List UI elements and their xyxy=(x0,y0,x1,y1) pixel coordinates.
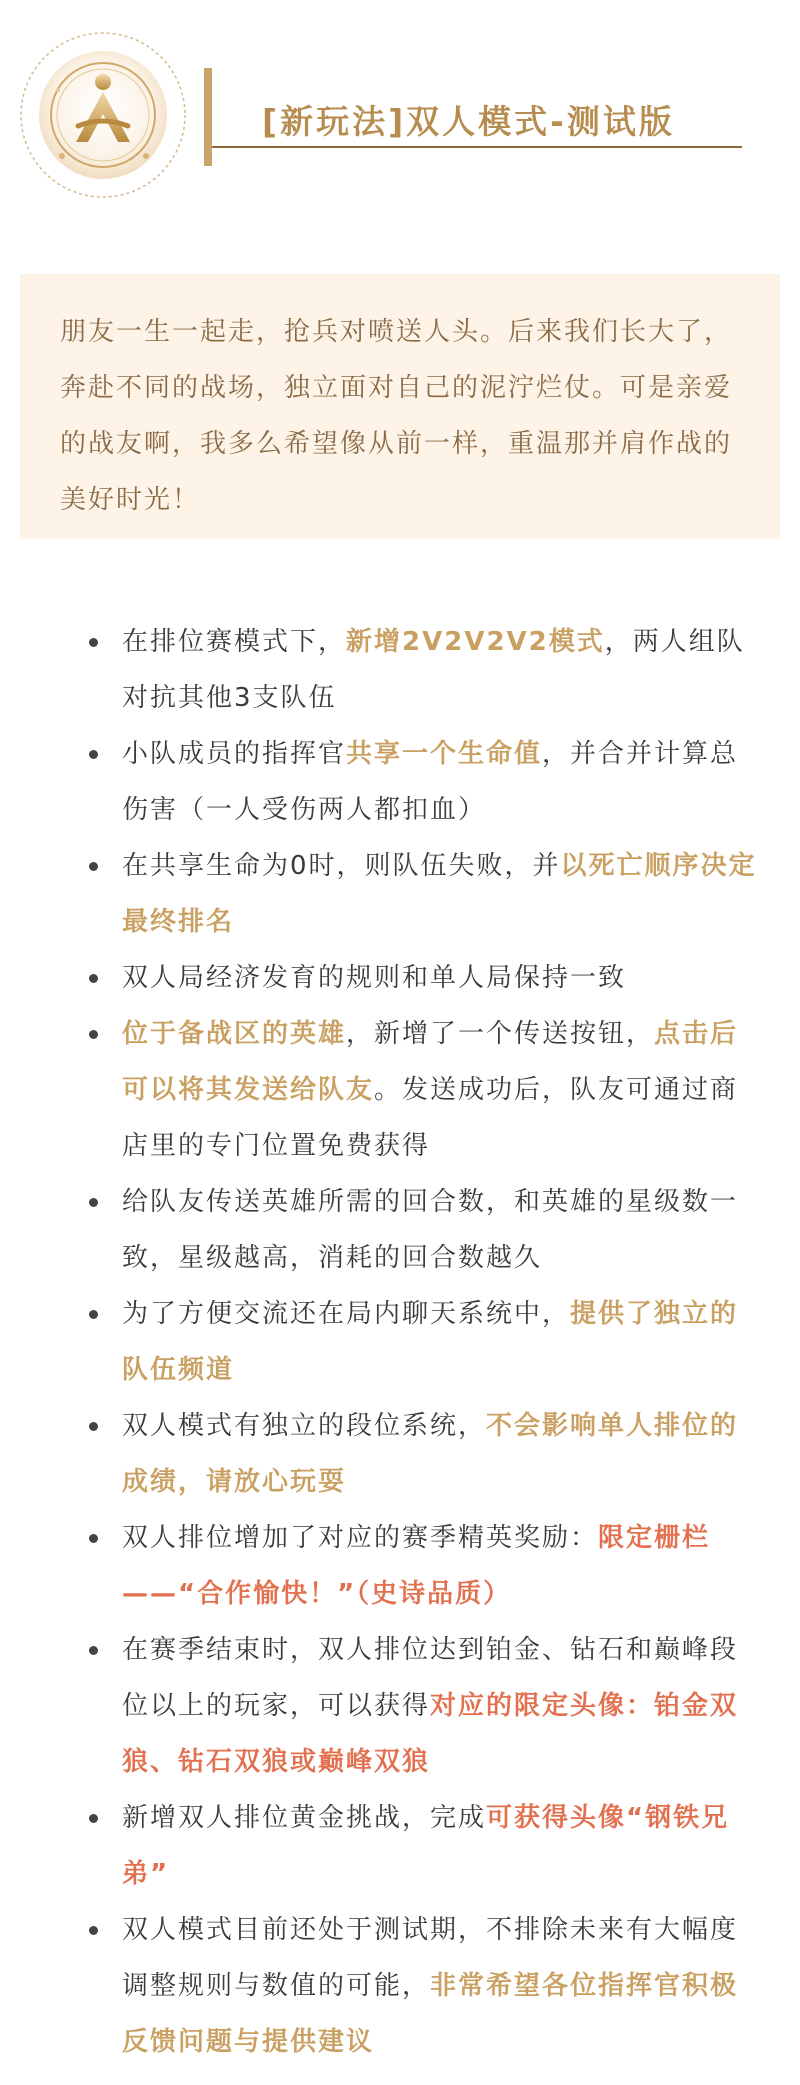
highlight-text: 对应的限定头像：铂金双狼、钻石双狼或巅峰双狼 xyxy=(122,1691,739,1777)
list-item-text: ，并合并计算总伤害（一人受伤两人都扣血） xyxy=(122,739,739,825)
list-item xyxy=(0,1510,800,1622)
list-item-text: 为了方便交流还在局内聊天系统中， xyxy=(122,1299,571,1329)
feature-list xyxy=(0,614,800,2070)
highlight-text: 新增2V2V2V2模式 xyxy=(346,627,605,657)
page-title: [新玩法]双人模式-测试版 xyxy=(262,102,675,141)
list-item xyxy=(0,1006,800,1174)
list-item xyxy=(0,1398,800,1510)
title-underline xyxy=(212,146,742,148)
highlight-text: 位于备战区的英雄 xyxy=(122,1019,347,1049)
highlight-text: 可获得头像“钢铁兄弟” xyxy=(122,1803,730,1889)
list-item xyxy=(0,1286,800,1398)
list-item-text: 双人局经济发育的规则和单人局保持一致 xyxy=(122,963,627,993)
list-item xyxy=(0,838,800,950)
list-item xyxy=(0,726,800,838)
list-item-text: 双人模式目前还处于测试期，不排除未来有大幅度调整规则与数值的可能， xyxy=(122,1915,739,2001)
list-item-text: 在排位赛模式下， xyxy=(122,627,347,657)
highlight-text: 以死亡顺序决定最终排名 xyxy=(122,851,757,937)
list-item-text: 给队友传送英雄所需的回合数，和英雄的星级数一致，星级越高，消耗的回合数越久 xyxy=(122,1187,739,1273)
highlight-text: 限定栅栏——“合作愉快！”（史诗品质） xyxy=(122,1523,711,1609)
list-item-text: ，新增了一个传送按钮， xyxy=(346,1019,655,1049)
list-item xyxy=(0,1622,800,1790)
game-emblem-icon xyxy=(18,30,188,200)
list-item xyxy=(0,1902,800,2070)
highlight-text: 非常希望各位指挥官积极反馈问题与提供建议 xyxy=(122,1971,739,2057)
highlight-text: 提供了独立的队伍频道 xyxy=(122,1299,739,1385)
highlight-text: 点击后可以将其发送给队友 xyxy=(122,1019,739,1105)
list-item-text: 双人排位增加了对应的赛季精英奖励： xyxy=(122,1523,599,1553)
list-item xyxy=(0,950,800,1006)
list-item xyxy=(0,1174,800,1286)
list-item-text: 在共享生命为0时，则队伍失败，并 xyxy=(122,851,561,881)
list-item-text: 在赛季结束时，双人排位达到铂金、钻石和巅峰段位以上的玩家，可以获得 xyxy=(122,1635,739,1721)
highlight-text: 不会影响单人排位的成绩，请放心玩耍 xyxy=(122,1411,739,1497)
list-item xyxy=(0,614,800,726)
list-item-text: 新增双人排位黄金挑战，完成 xyxy=(122,1803,487,1833)
highlight-text: 共享一个生命值 xyxy=(346,739,543,769)
list-item-text: 。发送成功后，队友可通过商店里的专门位置免费获得 xyxy=(122,1075,739,1161)
list-item xyxy=(0,1790,800,1902)
intro-text: 朋友一生一起走，抢兵对喷送人头。后来我们长大了，奔赴不同的战场，独立面对自己的泥泞烂仗。可是亲爱的战友啊，我多么希望像从前一样，重温那并肩作战的美好时光！ xyxy=(60,317,733,515)
list-item-text: ，两人组队对抗其他3支队伍 xyxy=(122,627,745,713)
list-item-text: 小队成员的指挥官 xyxy=(122,739,347,769)
title-accent-bar xyxy=(204,68,212,166)
list-item-text: 双人模式有独立的段位系统， xyxy=(122,1411,487,1441)
intro-box xyxy=(20,274,780,539)
